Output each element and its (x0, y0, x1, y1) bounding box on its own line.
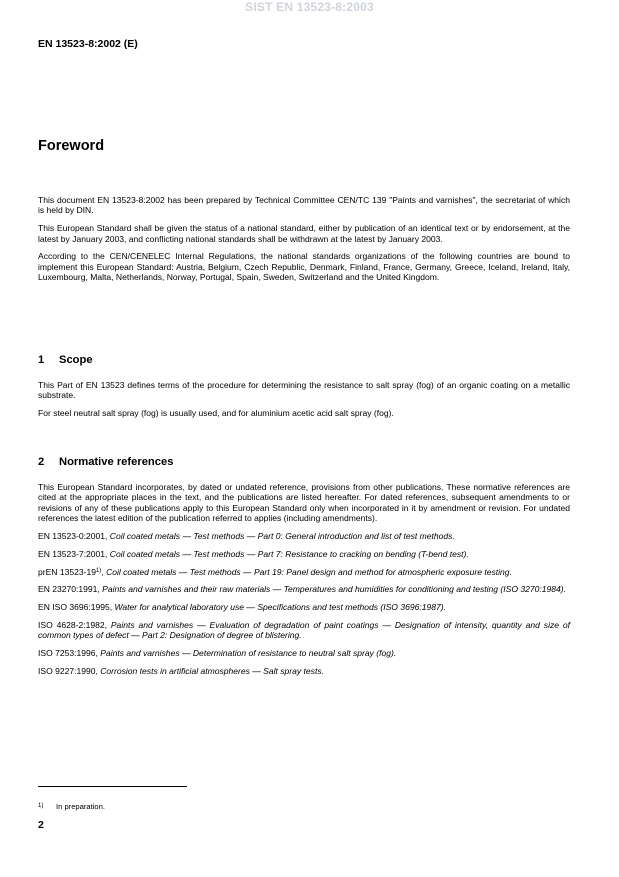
scope-body (38, 380, 570, 426)
reference-title: Coil coated metals — Test methods — Part 7: Resistance to cracking on bending (T-bend test). (109, 548, 469, 559)
scope-paragraph: This Part of EN 13523 defines terms of the procedure for determining the resistance to salt spray (fog) of an organic coating on a metallic substrate. (38, 380, 570, 401)
foreword-paragraph: According to the CEN/CENELEC Internal Regulations, the national standards organizations of the following countries are bound to implement this European Standard: Austria, Belgium, Czech Republic, Denmark, Finland, France, Germany, Greece, Iceland, Ireland, Italy, Luxembourg, Malta, Netherlands, Norway, Portugal, Spain, Sweden, Switzerland and the United Kingdom. (38, 251, 570, 283)
reference-code: EN 13523-0:2001, (38, 531, 110, 542)
reference-title: Water for analytical laboratory use — Specifications and test methods (ISO 3696:1987). (114, 602, 446, 613)
reference-code: ISO 7253:1996, (38, 648, 101, 659)
reference-item (38, 620, 570, 641)
page-number: 2 (38, 819, 44, 831)
foreword-paragraph: This European Standard shall be given the status of a national standard, either by publication of an identical text or by endorsement, at the latest by January 2003, and conflicting national standards shall be withdrawn at the latest by January 2003. (38, 223, 570, 244)
footnote-mark: 1) (95, 567, 102, 574)
reference-code: EN 23270:1991, (38, 584, 103, 595)
reference-code: ISO 9227:1990, (38, 666, 101, 676)
scope-heading (38, 354, 93, 366)
reference-item (38, 549, 570, 559)
normative-body (38, 482, 570, 684)
section-number: 1 (38, 354, 45, 366)
reference-item (38, 531, 570, 541)
footnote-mark: 1) (38, 803, 44, 809)
reference-code: ISO 4628-2:1982, (38, 620, 111, 630)
reference-title: Paints and varnishes — Evaluation of degradation of paint coatings — Designation of intensity, quantity and size of common types of defect — Part 2: Designation of degree of blistering. (38, 620, 570, 641)
normative-intro: This European Standard incorporates, by dated or undated reference, provisions from other publications. These normative references are cited at the appropriate places in the text, and the publications are listed hereafter. For dated references, subsequent amendments to or revisions of any of these publications apply to this European Standard only when incorporated in it by amendment or revision. For undated references the latest edition of the publication referred to applies (including amendments). (38, 482, 570, 524)
reference-title: Corrosion tests in artificial atmospheres — Salt spray tests. (100, 666, 324, 676)
reference-item (38, 648, 570, 658)
foreword-paragraph: This document EN 13523-8:2002 has been prepared by Technical Committee CEN/TC 139 "Paints and varnishes", the secretariat of which is held by DIN. (38, 195, 570, 216)
section-title: Scope (59, 354, 93, 366)
reference-title: Coil coated metals — Test methods — Part 19: Panel design and method for atmospheric exposure testing. (106, 566, 512, 577)
reference-item: prEN 13523-19$^{1)}$, Coil coated metals — Test methods — Part 19: Panel design and method for atmospheric exposure testing. (38, 566, 512, 577)
footnote-text: In preparation. (56, 802, 105, 811)
reference-item (38, 584, 570, 594)
reference-item (38, 666, 570, 676)
section-number: 2 (38, 456, 45, 468)
reference-item (38, 602, 570, 612)
foreword-body (38, 195, 570, 290)
section-title: Normative references (59, 456, 174, 468)
watermark: SIST EN 13523-8:2003 (245, 0, 374, 14)
reference-code: EN ISO 3696:1995, (38, 602, 115, 613)
reference-code: prEN 13523-19 (38, 566, 96, 577)
footnote-separator (38, 786, 187, 787)
normative-heading (38, 456, 173, 468)
foreword-title: Foreword (38, 138, 105, 154)
reference-title: Coil coated metals — Test methods — Part 0: General introduction and list of test methods. (109, 531, 455, 542)
scope-paragraph: For steel neutral salt spray (fog) is usually used, and for aluminium acetic acid salt spray (fog). (38, 408, 394, 419)
reference-title: Paints and varnishes and their raw materials — Temperatures and humidities for conditioning and testing (ISO 3270:1984). (102, 584, 566, 595)
footnote (38, 802, 105, 811)
reference-code: EN 13523-7:2001, (38, 548, 110, 559)
document-id: EN 13523-8:2002 (E) (38, 38, 138, 50)
reference-title: Paints and varnishes — Determination of resistance to neutral salt spray (fog). (100, 648, 397, 659)
